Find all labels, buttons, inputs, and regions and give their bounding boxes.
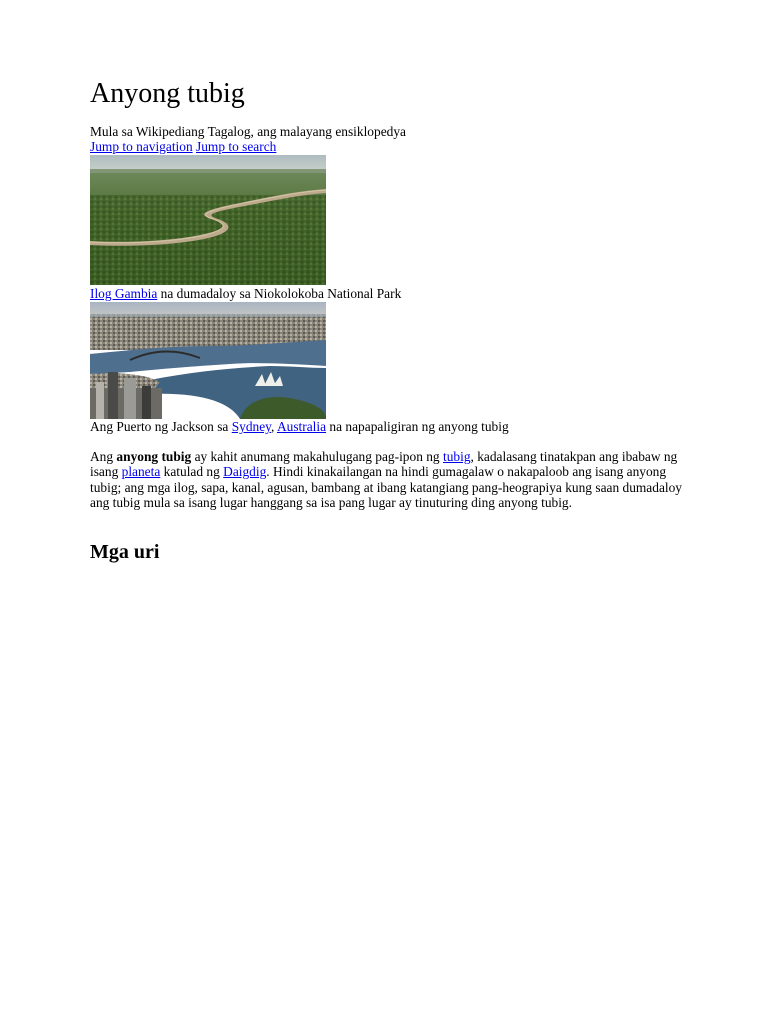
gambia-caption-text: na dumadaloy sa Niokolokoba National Park [157,286,402,301]
skip-links [90,139,276,154]
para-text-3: , kadalasang tinatakpan ang ibabaw ng isang [90,449,678,480]
para-text-4: katulad ng [160,464,224,480]
para-text-5: . Hindi kinakailangan na hindi gumagalaw o nakapaloob ang isang anyong tubig; ang mga ilog, sapa, kanal, agusan, bambang at ibang katangiang pang-heograpiya kung saan dumadaloy ang tubig mula sa isang lugar hanggang sa isa pang lugar ay tinuturing ding anyong tubig. [90,464,682,510]
tubig-link[interactable]: tubig [442,449,471,464]
term-anyong-tubig: anyong tubig [116,449,192,464]
para-text-1: Ang [90,449,117,464]
caption-separator: , [271,419,277,434]
jump-to-search-link[interactable]: Jump to search [196,139,277,154]
para-text-2: ay kahit anumang makahulugang pag-ipon ng [191,449,443,464]
gambia-river-image[interactable] [90,155,326,285]
jump-to-navigation-link[interactable]: Jump to navigation [90,139,193,154]
gambia-caption [90,286,401,301]
daigdig-link[interactable]: Daigdig [223,464,267,480]
sydney-caption [90,419,509,434]
sydney-caption-rest: na napapaligiran ng anyong tubig [326,419,509,434]
sydney-caption-start: Ang Puerto ng Jackson sa [90,419,232,434]
sydney-harbour-image[interactable] [90,302,326,419]
tagline: Mula sa Wikipediang Tagalog, ang malayang ensiklopedya [90,124,406,139]
page-title: Anyong tubig [90,78,245,109]
sydney-link[interactable]: Sydney [231,419,272,434]
australia-link[interactable]: Australia [276,419,327,434]
planeta-link[interactable]: planeta [121,464,161,480]
ilog-gambia-link[interactable]: Ilog Gambia [90,286,158,301]
intro-paragraph [90,449,690,510]
section-heading-mga-uri: Mga uri [90,541,160,563]
